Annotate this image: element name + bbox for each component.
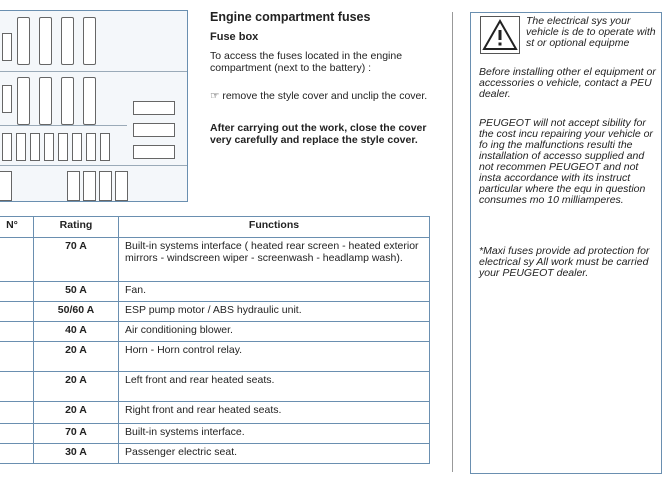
fuse-table (0, 216, 430, 464)
fuse-slot (39, 17, 52, 65)
fuse-number (0, 402, 34, 424)
table-row (0, 402, 430, 424)
header-number: N° (0, 217, 34, 238)
table-row (0, 444, 430, 464)
fuse-slot (17, 17, 30, 65)
fuse-slot (30, 133, 40, 161)
instruction-bullet (210, 90, 432, 102)
fuse-rating: 20 A (34, 372, 119, 402)
fuse-function: Horn - Horn control relay. (119, 342, 430, 372)
fuse-rating: 70 A (34, 424, 119, 444)
fuse-slot (83, 17, 96, 65)
fuse-slot (72, 133, 82, 161)
maxi-fuse-note: *Maxi fuses provide ad protection for electrical sy All work must be carried your PEUGEOT dealer. (479, 245, 650, 279)
section-heading: Engine compartment fuses (210, 10, 371, 24)
fuse-slot (100, 133, 110, 161)
fuse-function: Built-in systems interface ( heated rear screen - heated exterior mirrors - windscreen wiper - screenwash - headlamp wash). (119, 238, 430, 282)
maxi-fuse-slot (0, 171, 12, 201)
fuse-number (0, 238, 34, 282)
fuse-slot (2, 33, 12, 61)
fuse-rating: 50/60 A (34, 302, 119, 322)
fuse-function: Passenger electric seat. (119, 444, 430, 464)
after-work-note: After carrying out the work, close the cover very carefully and replace the style cover. (210, 122, 427, 146)
fuse-rating: 40 A (34, 322, 119, 342)
table-row (0, 322, 430, 342)
fuse-function: Right front and rear heated seats. (119, 402, 430, 424)
fuse-slot (61, 17, 74, 65)
maxi-fuse-slot (67, 171, 80, 201)
fuse-function: Air conditioning blower. (119, 322, 430, 342)
fuse-rating: 30 A (34, 444, 119, 464)
fuse-number (0, 322, 34, 342)
fuse-box-diagram (0, 10, 188, 202)
table-row (0, 282, 430, 302)
fuse-slot (39, 77, 52, 125)
relay-slot (133, 145, 175, 159)
table-header-row (0, 217, 430, 238)
fuse-rating: 70 A (34, 238, 119, 282)
maxi-fuse-slot (83, 171, 96, 201)
fuse-number (0, 302, 34, 322)
fuse-rating: 50 A (34, 282, 119, 302)
fuse-slot (86, 133, 96, 161)
intro-paragraph: To access the fuses located in the engine compartment (next to the battery) : (210, 50, 403, 74)
bullet-text: remove the style cover and unclip the cover. (222, 90, 428, 102)
fuse-number (0, 342, 34, 372)
fuse-number (0, 372, 34, 402)
maxi-fuse-slot (115, 171, 128, 201)
fuse-number (0, 282, 34, 302)
pointing-hand-icon: ☞ (210, 90, 220, 102)
fuse-number (0, 424, 34, 444)
relay-slot (133, 123, 175, 137)
warning-triangle-icon (480, 16, 520, 54)
liability-note: PEUGEOT will not accept sibility for the cost incu repairing your vehicle or fo ing the malfunctions resulti the installation of accesso supplied and not recommen PEUGEOT and not insta accordance with its instruct particular where the equ in question consumes mo 10 milliamperes. (479, 117, 653, 206)
fuse-slot (44, 133, 54, 161)
before-installing-note: Before installing other el equipment or accessories o vehicle, contact a PEU dealer. (479, 66, 656, 100)
fuse-function: ESP pump motor / ABS hydraulic unit. (119, 302, 430, 322)
fuse-rating: 20 A (34, 402, 119, 424)
fuse-slot (58, 133, 68, 161)
fuse-slot (2, 133, 12, 161)
column-divider (452, 12, 453, 472)
header-rating: Rating (34, 217, 119, 238)
maxi-fuse-slot (99, 171, 112, 201)
fuse-rating: 20 A (34, 342, 119, 372)
fuse-slot (2, 85, 12, 113)
fuse-slot (17, 77, 30, 125)
table-row (0, 238, 430, 282)
table-row (0, 372, 430, 402)
fuse-function: Built-in systems interface. (119, 424, 430, 444)
fuse-slot (83, 77, 96, 125)
fuse-slot (16, 133, 26, 161)
table-row (0, 424, 430, 444)
table-row (0, 342, 430, 372)
fuse-slot (61, 77, 74, 125)
fuse-function: Left front and rear heated seats. (119, 372, 430, 402)
fuse-box-subheading: Fuse box (210, 31, 259, 43)
header-functions: Functions (119, 217, 430, 238)
relay-slot (133, 101, 175, 115)
warning-note: The electrical sys your vehicle is de to operate with st or optional equipme (526, 15, 656, 49)
fuse-number (0, 444, 34, 464)
fuse-function: Fan. (119, 282, 430, 302)
table-row (0, 302, 430, 322)
